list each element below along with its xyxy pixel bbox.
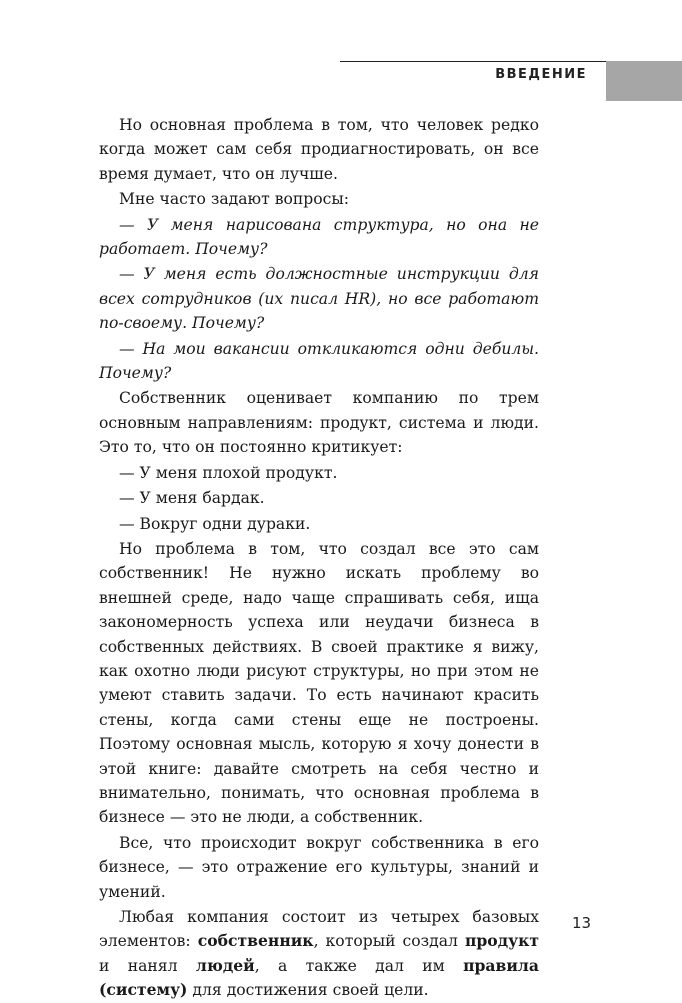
paragraph: Собственник оценивает компанию по трем основным направлениям: продукт, система и люди. Это то, что он постоянно критикует:: [99, 389, 539, 457]
bold-term: правила (систему): [99, 955, 540, 1000]
final-paragraph: [99, 905, 539, 1003]
text-run: Любая компания состоит из четырех базовых элементов:: [99, 908, 539, 951]
paragraph: Все, что происходит вокруг собственника в его бизнесе, — это отражение его культуры, знаний и умений.: [99, 833, 539, 901]
text-run: и нанял: [99, 956, 196, 975]
paragraph: Но проблема в том, что создал все это сам собственник! Не нужно искать проблему во внешней среде, надо чаще спрашивать себя, ища закономерность успеха или неудачи бизнеса в собственных действиях. В своей практике я вижу, как охотно люди рисуют структуры, но при этом не умеют ставить задачи. То есть начинают красить стены, когда сами стены еще не построены. Поэтому основная мысль, которую я хочу донести в этой книге: давайте смотреть на себя честно и внимательно, понимать, что основная проблема в бизнесе — это не люди, а собственник.: [99, 539, 539, 827]
section-tab-marker: [606, 61, 682, 101]
page-number: 13: [572, 914, 592, 932]
text-run: , а также дал им: [254, 956, 464, 975]
bold-term: продукт: [464, 931, 540, 951]
paragraph: Мне часто задают вопросы:: [119, 190, 350, 209]
question-line: — У меня есть должностные инструкции для всех сотрудников (их писал HR), но все работают по-своему. Почему?: [99, 265, 539, 333]
section-title: ВВЕДЕНИЕ: [495, 67, 587, 82]
paragraph: Но основная проблема в том, что человек редко когда может сам себя продиагностировать, он все время думает, что он лучше.: [99, 116, 539, 183]
question-line: — На мои вакансии откликаются одни дебилы. Почему?: [99, 339, 539, 383]
complaint-line: — Вокруг одни дураки.: [119, 514, 311, 533]
text-run: для достижения своей цели.: [187, 981, 429, 1000]
text-run: , который создал: [313, 932, 465, 951]
body-text: [99, 113, 539, 1003]
complaint-line: — У меня бардак.: [119, 489, 265, 508]
bold-term: собственник: [197, 931, 314, 951]
bold-term: людей: [195, 955, 255, 975]
question-line: — У меня нарисована структура, но она не работает. Почему?: [99, 215, 539, 259]
complaint-line: — У меня плохой продукт.: [119, 463, 338, 482]
